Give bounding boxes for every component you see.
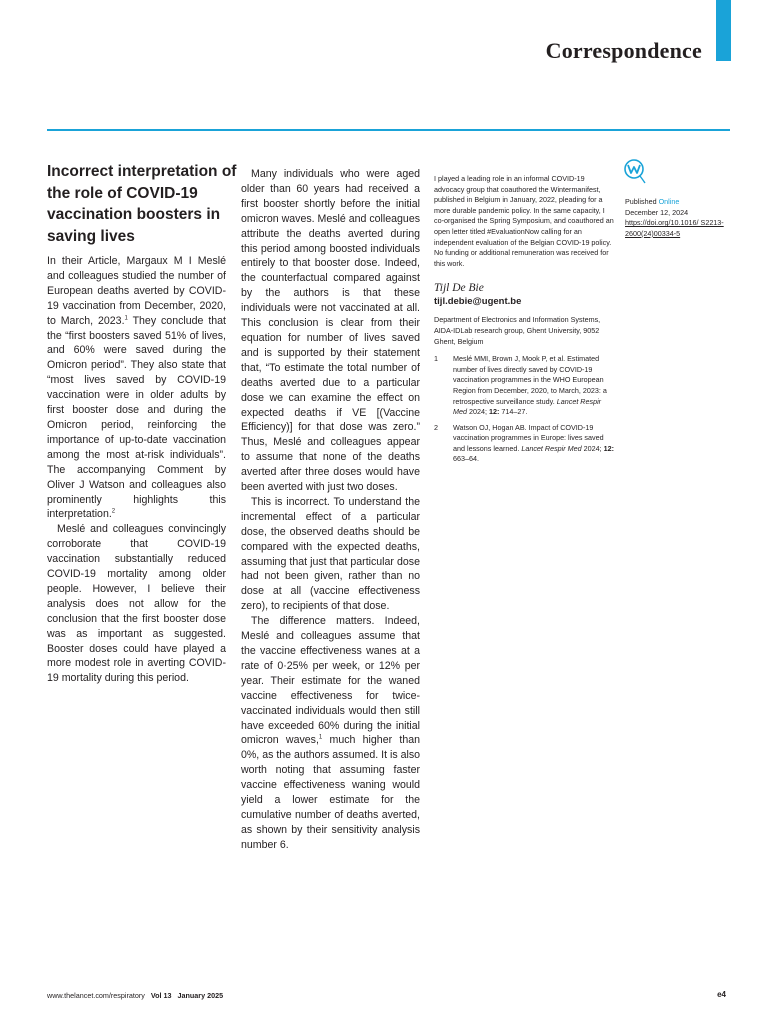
publication-sidebar [625,197,725,239]
paragraph-4: This is incorrect. To understand the incremental effect of a particular dose, the observed deaths should be compared with the expected deaths, assuming that just that particular dose had not been given, rather than no dose at all (vaccine effectiveness zero), to recipients of that dose. [241,495,420,613]
article-title: Incorrect interpretation of the role of COVID-19 vaccination boosters in saving lives [47,163,237,245]
page-number: e4 [717,990,726,999]
author-email[interactable]: tijl.debie@ugent.be [434,296,522,308]
column-3 [434,167,615,470]
paragraph-1: In their Article, Margaux M I Meslé and colleagues studied the number of European deaths averted by COVID-19 vaccination from December, 2020, to March, 2023.$^1$ They conclude that the “first boosters saved 51% of lives, and 60% were saved during the Omicron period”. They also state that “most lives saved by COVID-19 vaccination were in older adults by first booster dose and during the Omicron period, reinforcing the importance of up-to-date vaccination among the most at-risk individuals”. The accompanying Comment by Oliver J Watson and colleagues also prominently highlights this interpretation.$^2$ [47,255,226,521]
published-date: December 12, 2024 [625,207,689,217]
disclosure-statement: I played a leading role in an informal COVID-19 advocacy group that coauthored the Wintermanifest, published in Belgium in January, 2022, pleading for a more durable pandemic policy. In the same capacity, I co-organised the Spring Symposium, and coauthored an open letter titled #EvaluationNow calling for an independent evaluation of the Belgian COVID-19 policy. No funding or additional remuneration was received for this work. [434,174,614,268]
column-2 [241,167,420,853]
reference-list [434,354,615,465]
header-rule [47,129,730,131]
column-1 [47,254,226,686]
footer-volume: Vol 13 [150,991,172,1000]
footer-journal [47,991,223,1000]
online-first-logo-icon [624,158,646,184]
citation-1b[interactable]: 1 [318,734,323,741]
header-accent-bar [716,0,731,61]
doi-link[interactable]: https://doi.org/10.1016/ S2213-2600(24)00334-5 [625,218,724,238]
citation-1[interactable]: 1 [124,315,128,322]
author-affiliation: Department of Electronics and Information Systems, AIDA-IDLab research group, Ghent University, 9052 Ghent, Belgium [434,315,601,346]
reference-item[interactable]: 1 Meslé MMI, Brown J, Mook P, et al. Estimated number of lives directly saved by COVID-19 vaccination programmes in the WHO European Region from December, 2020, to March, 2023: a retrospective surveillance study. Lancet Respir Med 2024; 12: 714–27. [434,354,607,417]
author-name: Tijl De Bie [434,282,484,295]
footer-url[interactable]: www.thelancet.com/respiratory [47,991,145,1000]
paragraph-5: The difference matters. Indeed, Meslé and colleagues assume that the vaccine effectiveness wanes at a rate of 0·25% per week, or 12% per year. Their estimate for the waned vaccine effectiveness for twice-vaccinated individuals would then still have exceeded 60% during the initial omicron waves,$^1$ much higher than 0%, as the authors assumed. It is also worth noting that assuming faster vaccine effectiveness waning would yield a lower estimate for the cumulative number of deaths averted, as shown by their sensitivity analysis number 6. [241,615,421,851]
footer-date: January 2025 [177,991,224,1000]
published-online: Published Online [625,197,680,206]
reference-item[interactable]: 2 Watson OJ, Hogan AB. Impact of COVID-19 vaccination programmes in Europe: lives saved and lessons learned. Lancet Respir Med 2024; 12: 663–64. [434,422,615,464]
section-title: Correspondence [545,38,702,63]
citation-2[interactable]: 2 [111,508,116,515]
paragraph-2: Meslé and colleagues convincingly corroborate that COVID-19 vaccination substantially reduced COVID-19 mortality among older people. However, I believe their analysis does not allow for the conclusion that the first booster dose was as important as suggested. Booster doses could have played a more modest role in averting COVID-19 mortality during this period. [47,523,226,685]
paragraph-3: Many individuals who were aged older than 60 years had received a first booster shortly before the initial omicron waves. Meslé and colleagues attribute the deaths averted during this period among boosted individuals entirely to that booster dose. Indeed, the counterfactual compared against by the authors is that these individuals were not vaccinated at all. This conclusion is clear from their equation for number of lives saved and is supported by their statement that, “To estimate the total number of deaths averted due to a particular dose we can examine the effect on expected deaths if VE [(Vaccine Efficiency)] for that dose was zero.” Thus, Meslé and colleagues appear to assume that none of the deaths averted after three doses would have been averted with just two doses. [241,168,421,494]
